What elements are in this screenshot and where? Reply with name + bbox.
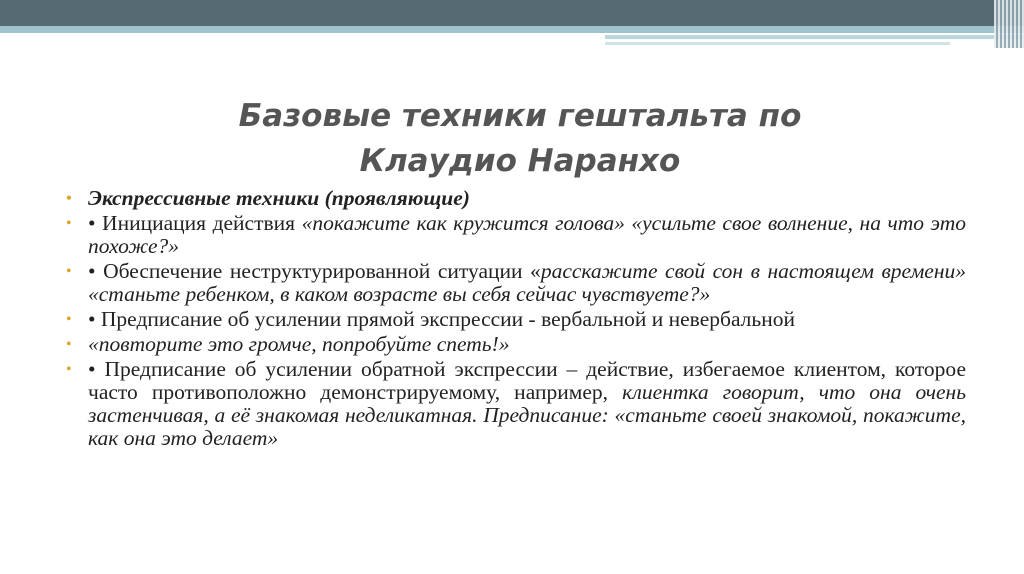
top-band-line (605, 42, 950, 45)
bullet-icon: • (66, 361, 72, 378)
list-item-text: Экспрессивные техники (проявляющие) (88, 186, 470, 210)
list-item-quote: клиентка говорит, что она очень застенчивая, а её знакомая неделикатная. (88, 380, 966, 427)
list-item-text: • Предписание об усилении прямой экспрессии - вербальной и невербальной (88, 307, 795, 331)
list-item-quote: Предписание: (483, 403, 615, 427)
bullet-list (66, 187, 966, 452)
list-item (66, 187, 966, 210)
bullet-icon: • (66, 263, 72, 280)
slide-title-line2: Клаудио Наранхо (359, 143, 681, 179)
list-item-quote: «покажите как кружится голова» «усильте свое волнение, на что это похоже?» (88, 211, 966, 258)
bullet-icon: • (66, 190, 72, 207)
list-item (66, 333, 966, 356)
slide-title (190, 94, 850, 184)
list-item-quote: расскажите свой сон в настоящем времени» «станьте ребенком, в каком возрасте вы себя сейчас чувствуете?» (88, 259, 966, 306)
top-band-line (605, 35, 1024, 39)
slide-title-line1: Базовые техники гештальта по (238, 98, 802, 134)
list-item-text: • Обеспечение неструктурированной ситуации « (88, 259, 541, 283)
bullet-icon: • (66, 336, 72, 353)
list-item-quote: «повторите это громче, попробуйте спеть!» (88, 332, 510, 356)
list-item-text: • Инициация действия (88, 211, 302, 235)
bullet-icon: • (66, 311, 72, 328)
list-item (66, 358, 966, 450)
top-band-dark (0, 0, 1024, 26)
list-item (66, 260, 966, 306)
list-item-quote: «станьте своей знакомой, покажите, как она это делает» (88, 403, 967, 450)
list-item (66, 308, 966, 331)
list-item (66, 212, 966, 258)
top-band-teal (0, 26, 1024, 33)
bullet-icon: • (66, 215, 72, 232)
corner-stripes-decoration (994, 0, 1024, 48)
list-item-text: • Предписание об усилении обратной экспрессии – действие, избегаемое клиентом, которое часто противоположно демонстрируемому, например, (88, 357, 966, 404)
